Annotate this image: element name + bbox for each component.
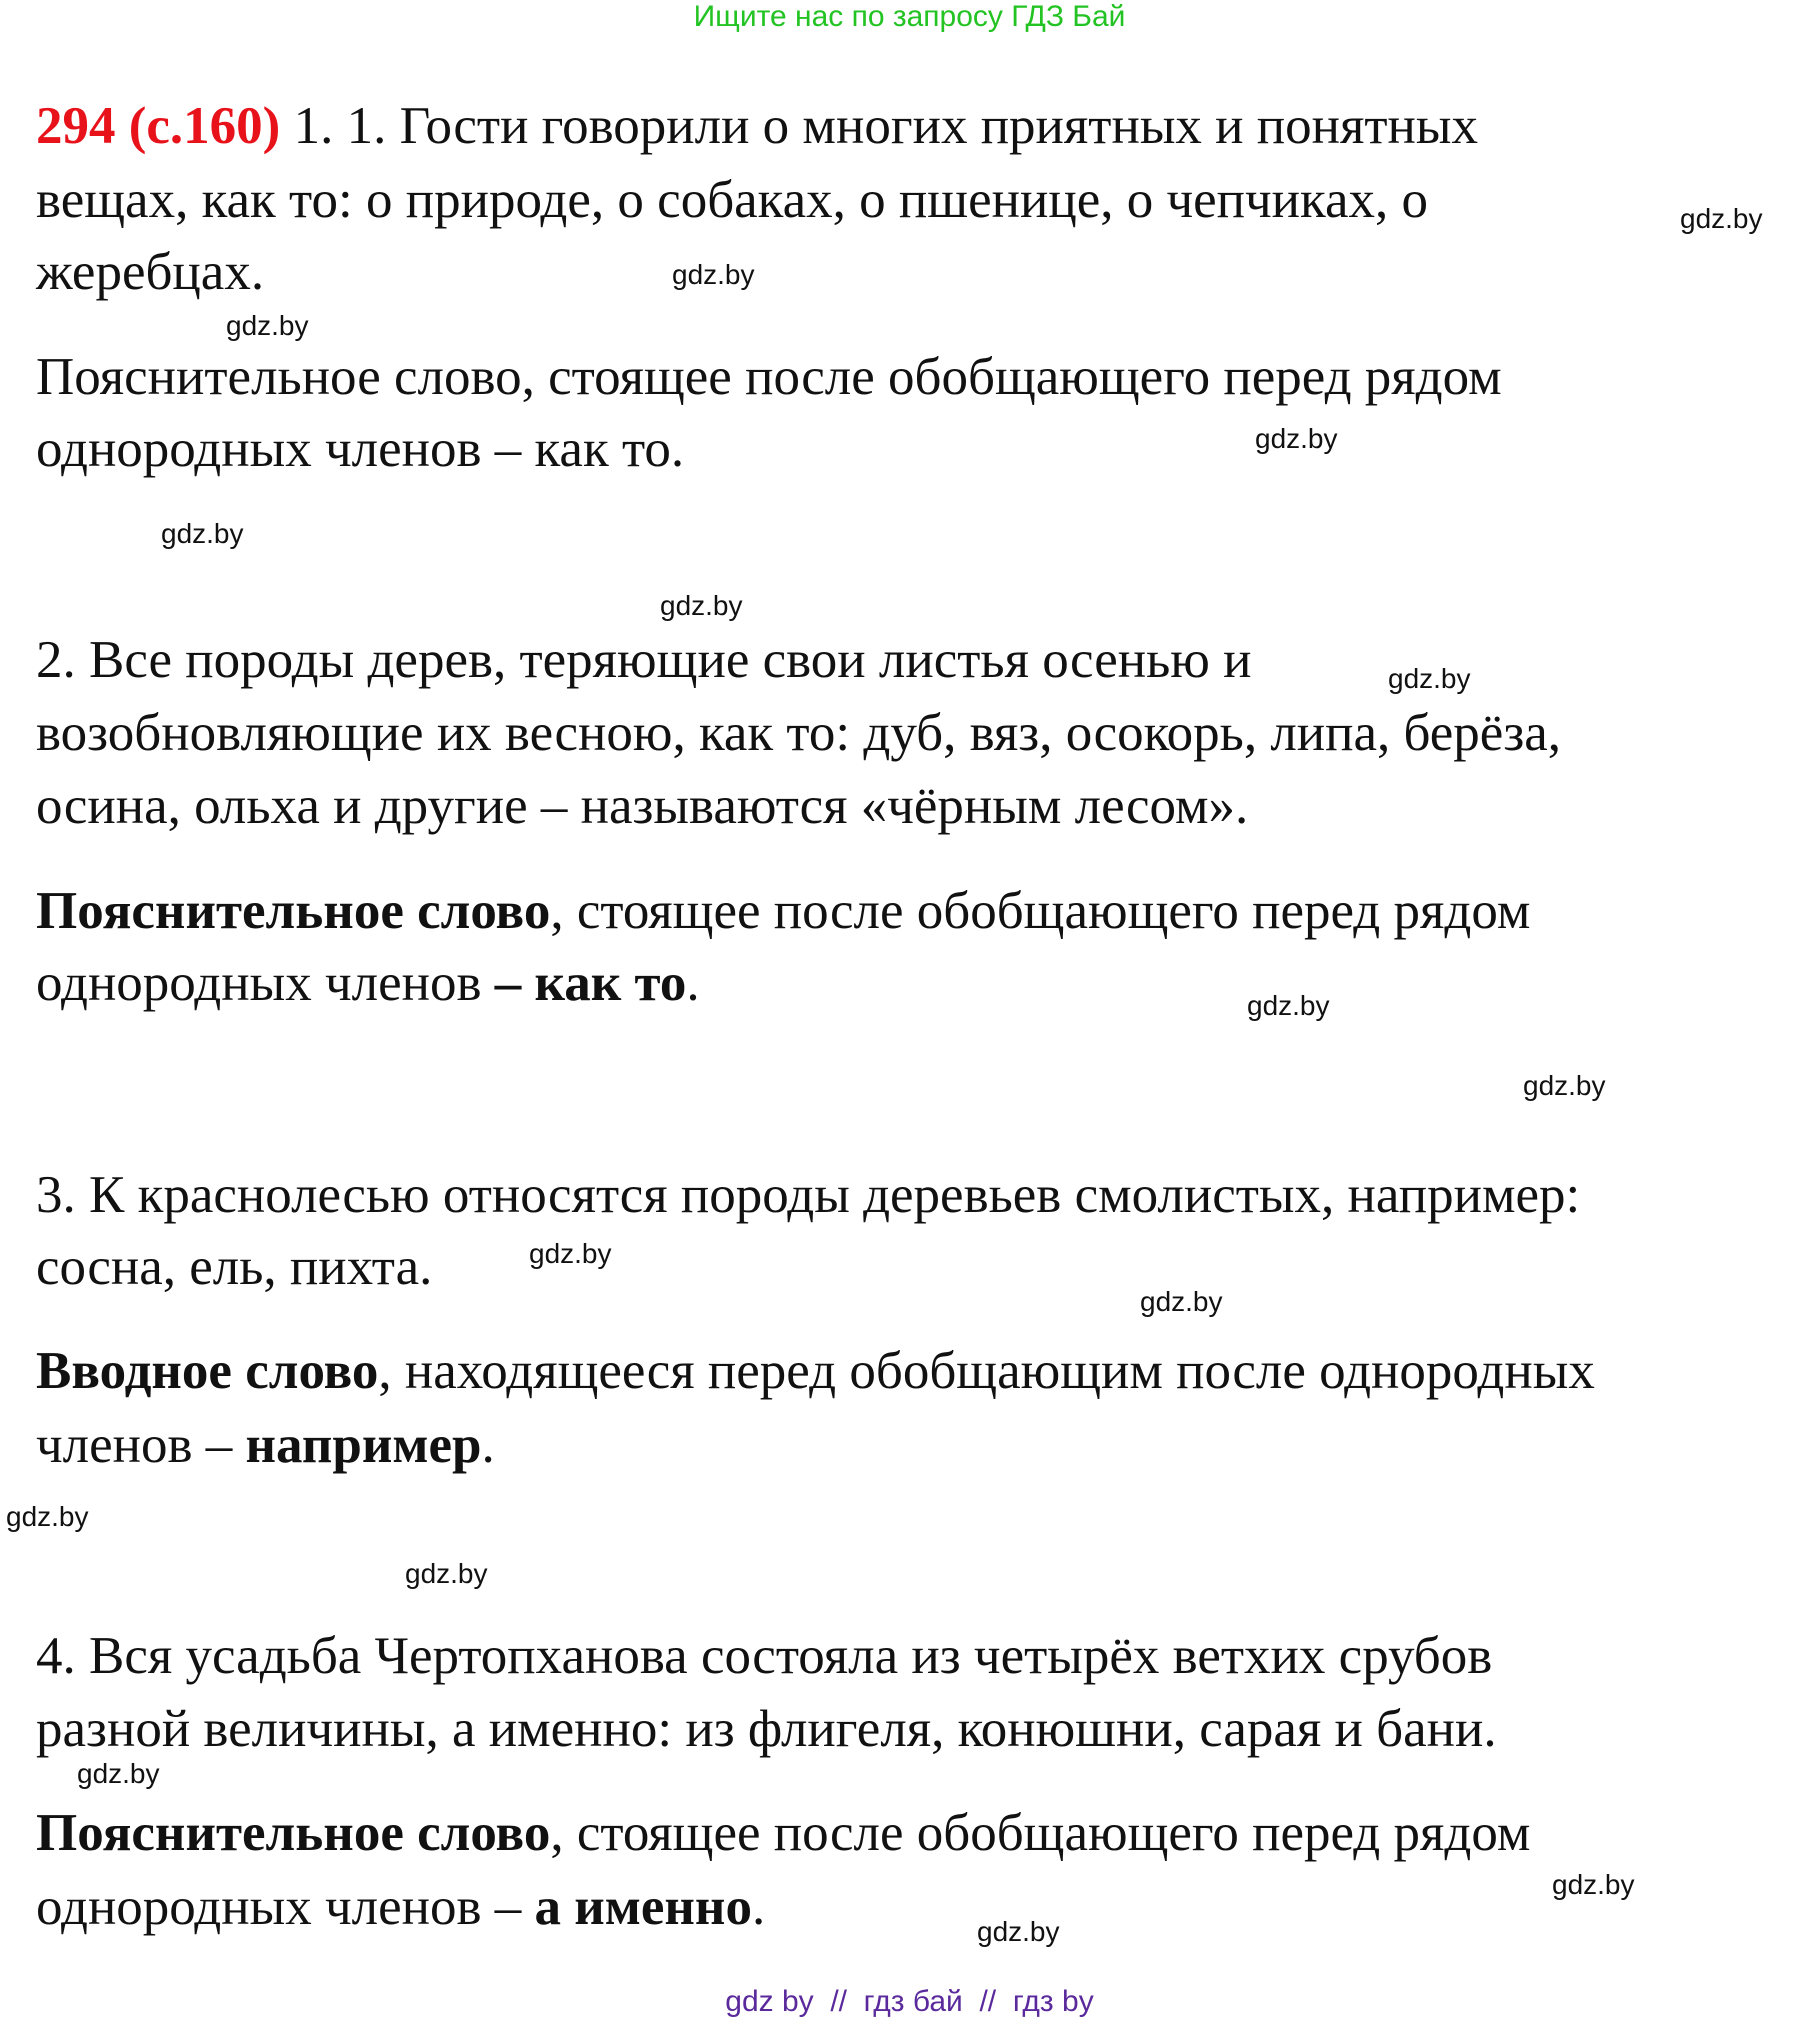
- watermark: gdz.by: [77, 1758, 160, 1789]
- explanation-line: [36, 879, 1530, 943]
- explanation-text: Пояснительное слово, стоящее после обобщающего перед рядом: [36, 348, 1502, 406]
- explanation-text: однородных членов: [36, 954, 495, 1012]
- watermark: gdz.by: [672, 259, 755, 290]
- sentence-text: возобновляющие их весною, как то: дуб, вяз, осокорь, липа, берёза,: [36, 704, 1562, 762]
- explanation-line: [36, 1875, 765, 1939]
- sentence-text: сосна, ель, пихта.: [36, 1238, 433, 1296]
- watermark: gdz.by: [1388, 663, 1471, 694]
- explanation-line: [36, 1413, 495, 1477]
- term-bold: Пояснительное слово: [36, 1804, 551, 1862]
- term-bold: – как то: [494, 954, 687, 1012]
- watermark: gdz.by: [405, 1558, 488, 1589]
- search-hint-header: Ищите нас по запросу ГДЗ Бай: [693, 0, 1126, 33]
- watermark: gdz.by: [1255, 423, 1338, 454]
- explanation-line: [36, 1339, 1595, 1403]
- sentence-text: осина, ольха и другие – называются «чёрным лесом».: [36, 777, 1249, 835]
- watermark: gdz.by: [977, 1916, 1060, 1947]
- explanation-text: , стоящее после обобщающего перед рядом: [550, 882, 1531, 940]
- sentence-text: жеребцах.: [36, 243, 265, 301]
- term-bold: например: [245, 1416, 482, 1474]
- task-line: [36, 94, 1478, 158]
- sentence-text: разной величины, а именно: из флигеля, конюшни, сарая и бани.: [36, 1700, 1497, 1758]
- period: .: [686, 954, 700, 1012]
- explanation-text: членов –: [36, 1416, 246, 1474]
- watermark: gdz.by: [1247, 990, 1330, 1021]
- watermark: gdz.by: [1552, 1869, 1635, 1900]
- watermark: gdz.by: [1140, 1286, 1223, 1317]
- term-bold: Пояснительное слово: [36, 882, 551, 940]
- watermark: gdz.by: [1680, 203, 1763, 234]
- watermark: gdz.by: [226, 310, 309, 341]
- period: .: [481, 1416, 495, 1474]
- explanation-text: , находящееся перед обобщающим после однородных: [378, 1342, 1595, 1400]
- explanation-text: , стоящее после обобщающего перед рядом: [550, 1804, 1531, 1862]
- watermark: gdz.by: [6, 1501, 89, 1532]
- sentence-text: 3. К краснолесью относятся породы деревьев смолистых, например:: [36, 1166, 1581, 1224]
- explanation-line: [36, 951, 700, 1015]
- sentence-text: 4. Вся усадьба Чертопханова состояла из четырёх ветхих срубов: [36, 1627, 1493, 1685]
- task-number: 294 (с.160): [36, 97, 281, 155]
- watermark: gdz.by: [161, 518, 244, 549]
- sentence-text: 1. 1. Гости говорили о многих приятных и понятных: [280, 97, 1479, 155]
- sentence-text: вещах, как то: о природе, о собаках, о пшенице, о чепчиках, о: [36, 171, 1429, 229]
- footer-links: gdz by // гдз бай // гдз by: [725, 1985, 1094, 2018]
- explanation-line: [36, 1801, 1530, 1865]
- watermark: gdz.by: [529, 1238, 612, 1269]
- period: .: [751, 1878, 766, 1936]
- term-bold: а именно: [534, 1878, 752, 1936]
- sentence-text: 2. Все породы дерев, теряющие свои листья осенью и: [36, 631, 1252, 689]
- explanation-text: однородных членов –: [36, 1878, 535, 1936]
- watermark: gdz.by: [660, 590, 743, 621]
- term-bold: Вводное слово: [36, 1342, 379, 1400]
- explanation-text: однородных членов – как то.: [36, 420, 685, 478]
- watermark: gdz.by: [1523, 1070, 1606, 1101]
